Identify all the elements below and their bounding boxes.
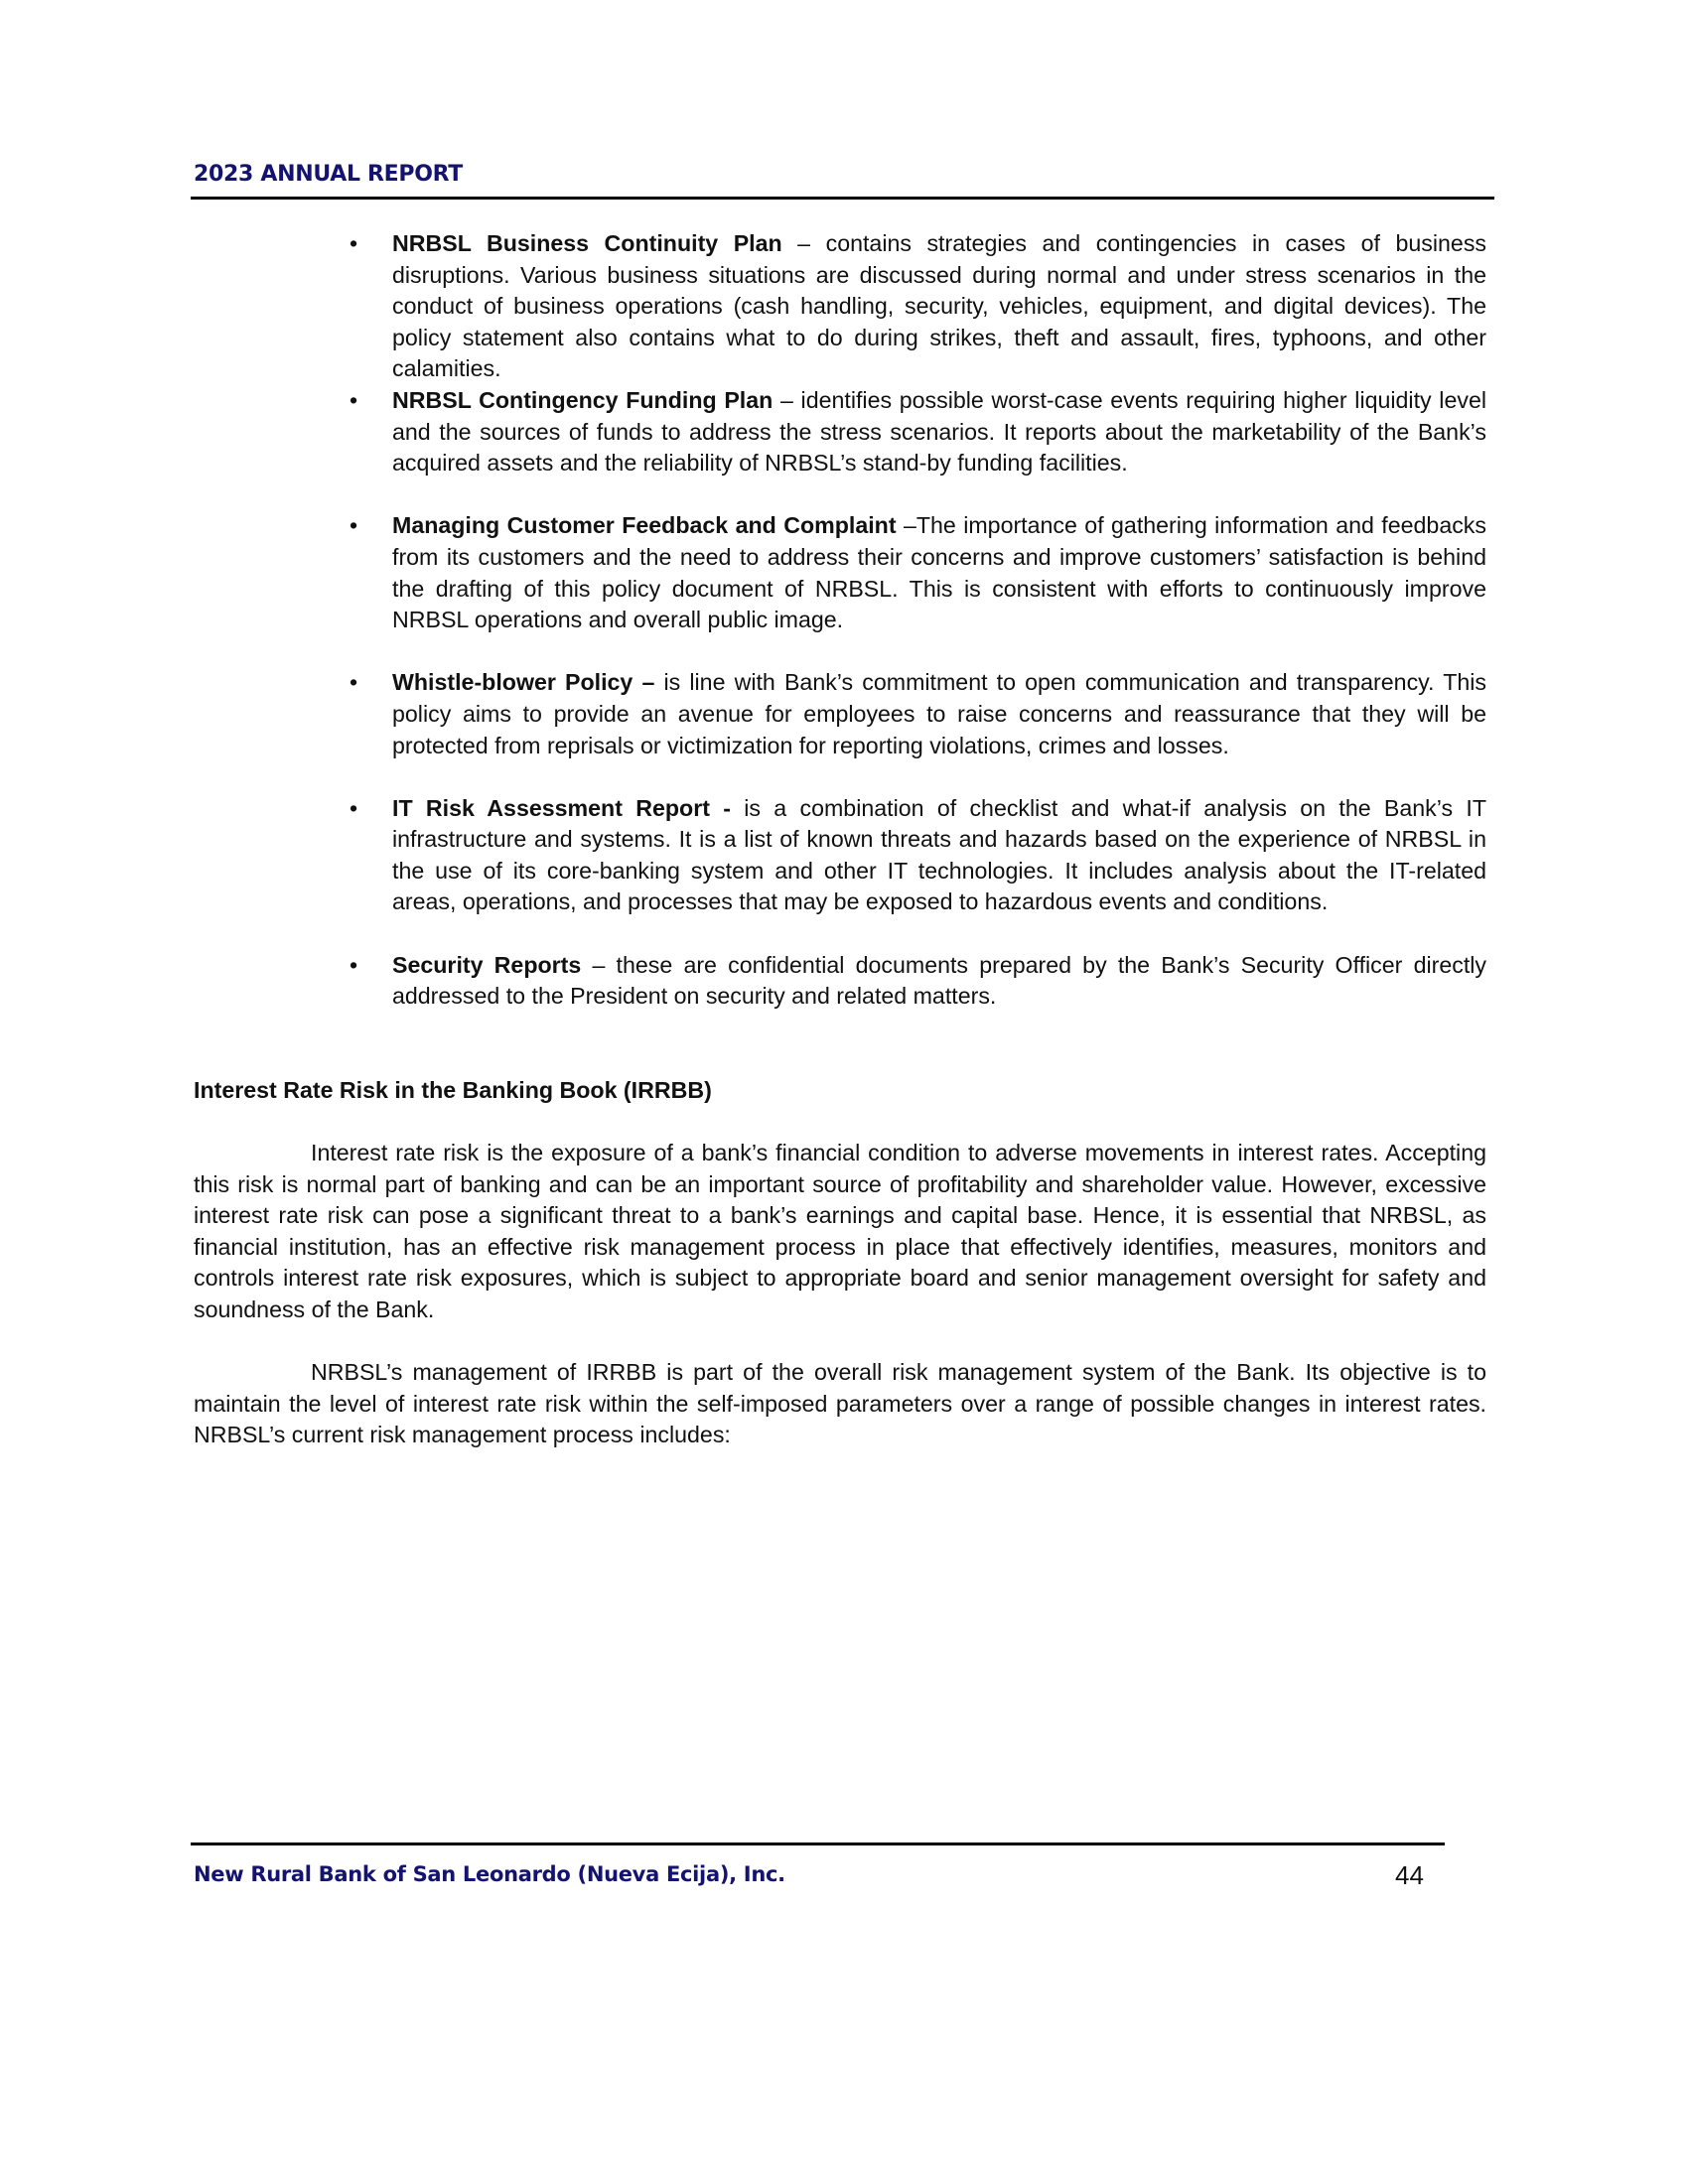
header-divider	[191, 197, 1494, 200]
policy-item-customer-feedback	[350, 510, 1486, 635]
policy-description: these are confidential documents prepared by the Bank’s Security Officer directly addressed to the President on security and related matters.	[392, 951, 1487, 1010]
policy-item-it-risk	[350, 793, 1486, 918]
bullet-icon: •	[350, 386, 358, 413]
bullet-icon: •	[350, 669, 358, 696]
policy-description: is a combination of checklist and what-if analysis on the Bank’s IT infrastructure and systems. It is a list of known threats and hazards based on the experience of NRBSL in the use of its core-banking system and other IT technologies. It includes analysis about the IT-related areas, operations, and processes that may be exposed to hazardous events and conditions.	[392, 794, 1486, 915]
bullet-icon: •	[350, 512, 358, 539]
policy-description: identifies possible worst-case events requiring higher liquidity level and the sources of funds to address the stress scenarios. It reports about the marketability of the Bank’s acquired assets and the reliability of NRBSL’s stand-by funding facilities.	[392, 386, 1486, 477]
separator: –	[773, 386, 801, 413]
policy-title: Managing Customer Feedback and Complaint	[392, 512, 897, 539]
policy-title: NRBSL Contingency Funding Plan	[392, 386, 774, 413]
footer-divider	[191, 1843, 1445, 1845]
policy-description: is line with Bank’s commitment to open communication and transparency. This policy aims to provide an avenue for employees to raise concerns and reassurance that they will be protected from reprisals or victimization for reporting violations, crimes and losses.	[392, 669, 1486, 758]
policy-title: IT Risk Assessment Report -	[392, 794, 731, 821]
policy-item-business-continuity	[350, 228, 1487, 385]
policy-title: Security Reports	[392, 951, 582, 978]
separator	[731, 795, 744, 821]
footer-bank-name: New Rural Bank of San Leonardo (Nueva Ecija), Inc.	[194, 1862, 785, 1886]
bullet-icon: •	[350, 794, 358, 821]
policy-title: NRBSL Business Continuity Plan	[392, 230, 782, 256]
policy-item-whistle-blower	[350, 667, 1486, 761]
policy-description: contains strategies and contingencies in cases of business disruptions. Various business situations are discussed during normal and under stress scenarios in the conduct of business operations (cash handling, security, vehicles, equipment, and digital devices). The policy statement also contains what to do during strikes, theft and assault, fires, typhoons, and other calamities.	[392, 230, 1487, 382]
report-header-title: 2023 ANNUAL REPORT	[194, 162, 463, 187]
separator: –	[581, 951, 617, 978]
separator: –	[781, 230, 826, 256]
paragraph: Interest rate risk is the exposure of a bank’s financial condition to adverse movements in interest rates. Accepting this risk is normal part of banking and can be an important source of profitability and shareholder value. However, excessive interest rate risk can pose a significant threat to a bank’s earnings and capital base. Hence, it is essential that NRBSL, as financial institution, has an effective risk management process in place that effectively identifies, measures, monitors and controls interest rate risk exposures, which is subject to appropriate board and senior management oversight for safety and soundness of the Bank.	[194, 1140, 1486, 1322]
bullet-icon: •	[350, 230, 358, 256]
page-body	[194, 228, 1486, 1451]
separator: –	[896, 512, 916, 539]
separator	[654, 669, 663, 695]
paragraph: NRBSL’s management of IRRBB is part of the overall risk management system of the Bank. Its objective is to maintain the level of interest rate risk within the self-imposed parameters over a range of possible changes in interest rates. NRBSL’s current risk management process includes:	[194, 1359, 1486, 1448]
policy-title: Whistle-blower Policy –	[392, 669, 655, 696]
section-heading: Interest Rate Risk in the Banking Book (IRRBB)	[194, 1076, 712, 1103]
page-number: 44	[1395, 1860, 1424, 1890]
bullet-icon: •	[350, 951, 358, 978]
policy-description: The importance of gathering information and feedbacks from its customers and the need to address their concerns and improve customers’ satisfaction is behind the drafting of this policy document of NRBSL. This is consistent with efforts to continuously improve NRBSL operations and overall public image.	[392, 512, 1486, 633]
policy-item-security-reports	[350, 950, 1487, 1013]
policy-list	[194, 228, 1486, 1013]
policy-item-contingency-funding	[350, 385, 1486, 479]
